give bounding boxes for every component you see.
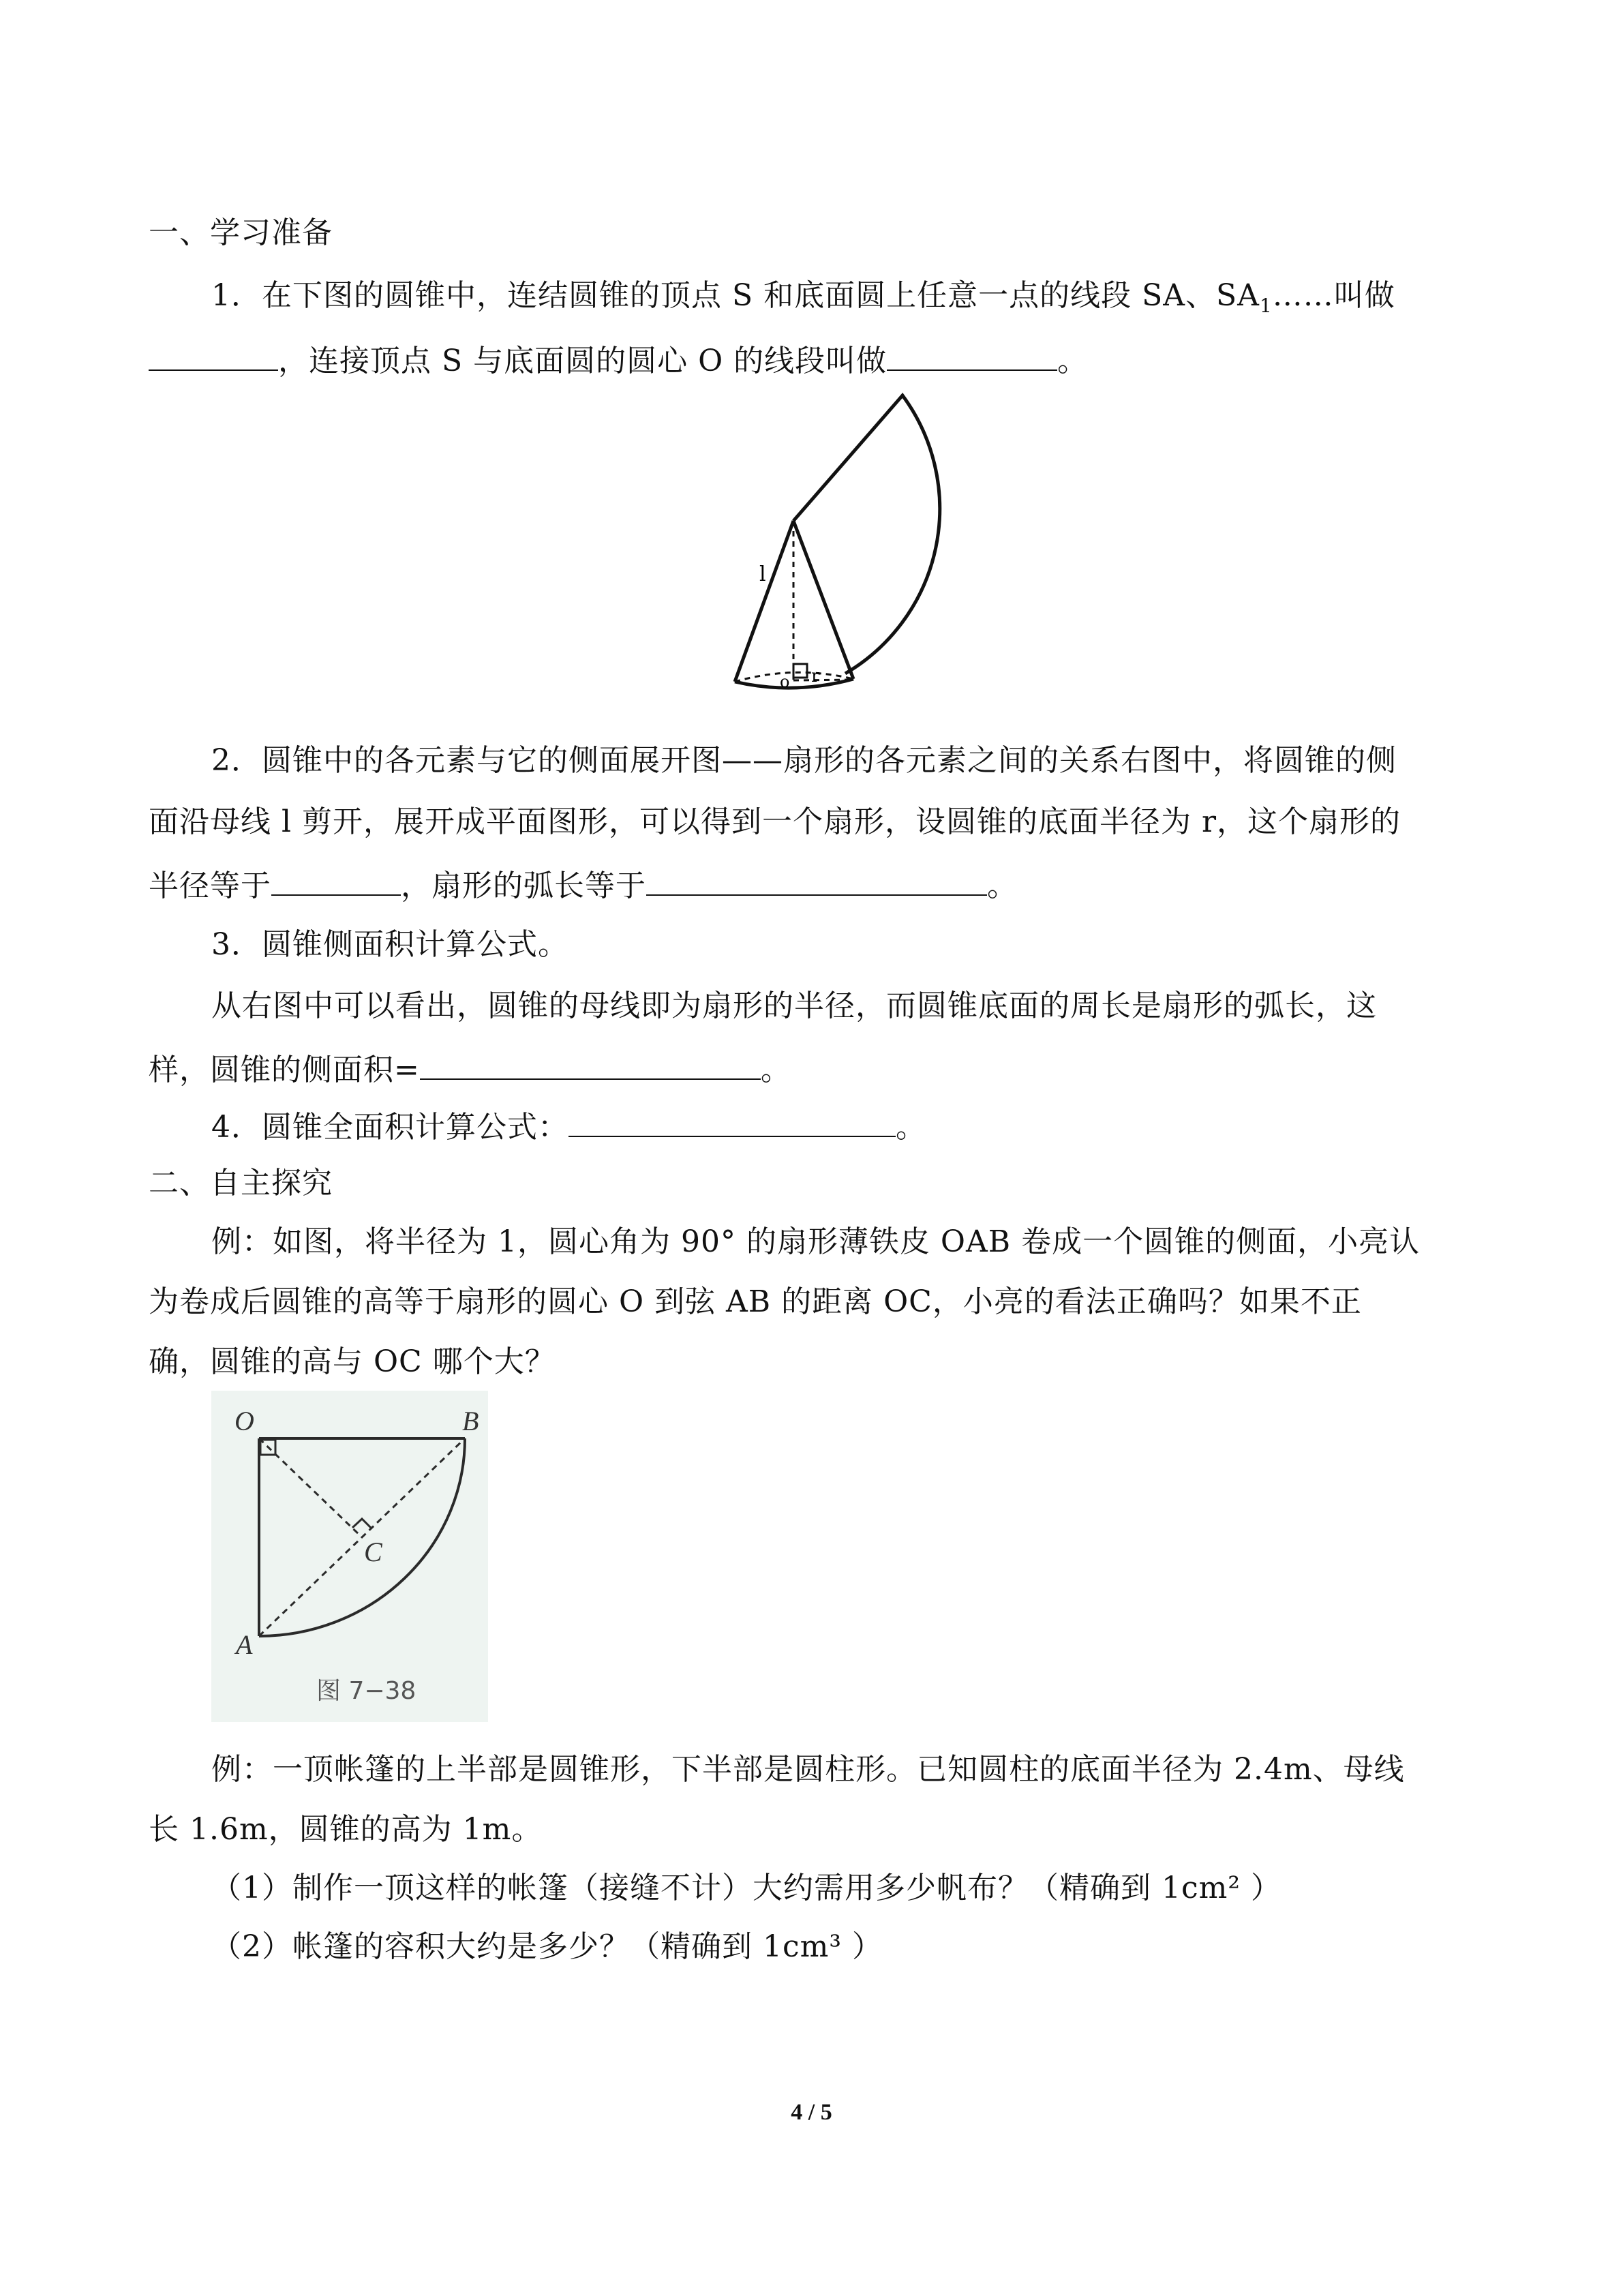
right-angle-mark [793, 664, 807, 678]
sector-outline [793, 395, 940, 674]
question-1-text-a: 1．在下图的圆锥中，连结圆锥的顶点 S 和底面圆上任意一点的线段 SA、SA [211, 278, 1260, 313]
section-1-title: 一、学习准备 [149, 215, 333, 250]
answer-blank-lateral-area[interactable] [420, 1047, 761, 1080]
question-3-line-1: 从右图中可以看出，圆锥的母线即为扇形的半径，而圆锥底面的周长是扇形的弧长，这 [211, 988, 1377, 1023]
example-1-line-1: 例：如图，将半径为 1，圆心角为 90° 的扇形薄铁皮 OAB 卷成一个圆锥的侧面，小亮认 [211, 1224, 1421, 1259]
answer-blank-height[interactable] [887, 338, 1057, 371]
question-1-end: 。 [1057, 344, 1089, 378]
label-o: o [780, 672, 790, 691]
question-1-text-b: ……叫做 [1272, 278, 1395, 313]
answer-blank-generatrix[interactable] [149, 338, 278, 371]
label-a-point: A [236, 1629, 253, 1660]
cone-sector-figure [709, 382, 982, 695]
question-2-text-b: ，扇形的弧长等于 [401, 868, 646, 903]
label-b-point: B [462, 1406, 479, 1436]
example-1-line-2: 为卷成后圆锥的高等于扇形的圆心 O 到弦 AB 的距离 OC，小亮的看法正确吗？如果不正 [149, 1284, 1362, 1319]
example-2-line-2: 长 1.6m，圆锥的高为 1m。 [149, 1812, 543, 1847]
question-3-line-2 [149, 1047, 791, 1091]
question-3-end: 。 [760, 1053, 791, 1087]
question-4-end: 。 [896, 1110, 926, 1145]
question-2-text-a: 半径等于 [149, 868, 271, 903]
cone-right-side [793, 521, 853, 679]
example-1-line-3: 确，圆锥的高与 OC 哪个大？ [149, 1344, 556, 1379]
question-2-line-3 [149, 863, 1018, 907]
answer-blank-sector-radius[interactable] [271, 863, 401, 896]
right-angle-c [352, 1519, 371, 1528]
answer-blank-arc-length[interactable] [646, 863, 987, 896]
question-4-line [211, 1104, 926, 1148]
label-c-point: C [364, 1537, 382, 1567]
question-2-line-2: 面沿母线 l 剪开，展开成平面图形，可以得到一个扇形，设圆锥的底面半径为 r，这个扇形的 [149, 804, 1401, 839]
label-r: r [811, 666, 820, 686]
example-2-question-1: （1）制作一顶这样的帐篷（接缝不计）大约需用多少帆布？（精确到 1cm² ） [211, 1871, 1281, 1905]
question-2-line-1: 2．圆锥中的各元素与它的侧面展开图——扇形的各元素之间的关系右图中，将圆锥的侧 [211, 743, 1397, 778]
cone-left-side [735, 521, 793, 682]
question-3-title: 3．圆锥侧面积计算公式。 [211, 927, 568, 962]
example-2-question-2: （2）帐篷的容积大约是多少？（精确到 1cm³ ） [211, 1929, 883, 1964]
sector-oab-figure [211, 1391, 488, 1722]
example-2-line-1: 例：一顶帐篷的上半部是圆锥形，下半部是圆柱形。已知圆柱的底面半径为 2.4m、母线 [211, 1752, 1405, 1787]
question-1-text-c: ，连接顶点 S 与底面圆的圆心 O 的线段叫做 [278, 344, 888, 378]
question-4-text: 4．圆锥全面积计算公式： [211, 1110, 568, 1145]
label-o-point: O [234, 1406, 254, 1436]
label-l: l [759, 562, 766, 586]
question-3-text: 样，圆锥的侧面积= [149, 1053, 420, 1087]
page-number: 4 / 5 [791, 2100, 832, 2125]
question-1-line-2 [149, 338, 1088, 382]
section-2-title: 二、自主探究 [149, 1166, 333, 1200]
answer-blank-total-area[interactable] [568, 1104, 896, 1137]
question-1-line-1 [211, 275, 1395, 327]
figure-caption: 图 7−38 [316, 1677, 416, 1705]
question-2-end: 。 [987, 868, 1018, 903]
question-1-subscript: 1 [1259, 294, 1273, 317]
